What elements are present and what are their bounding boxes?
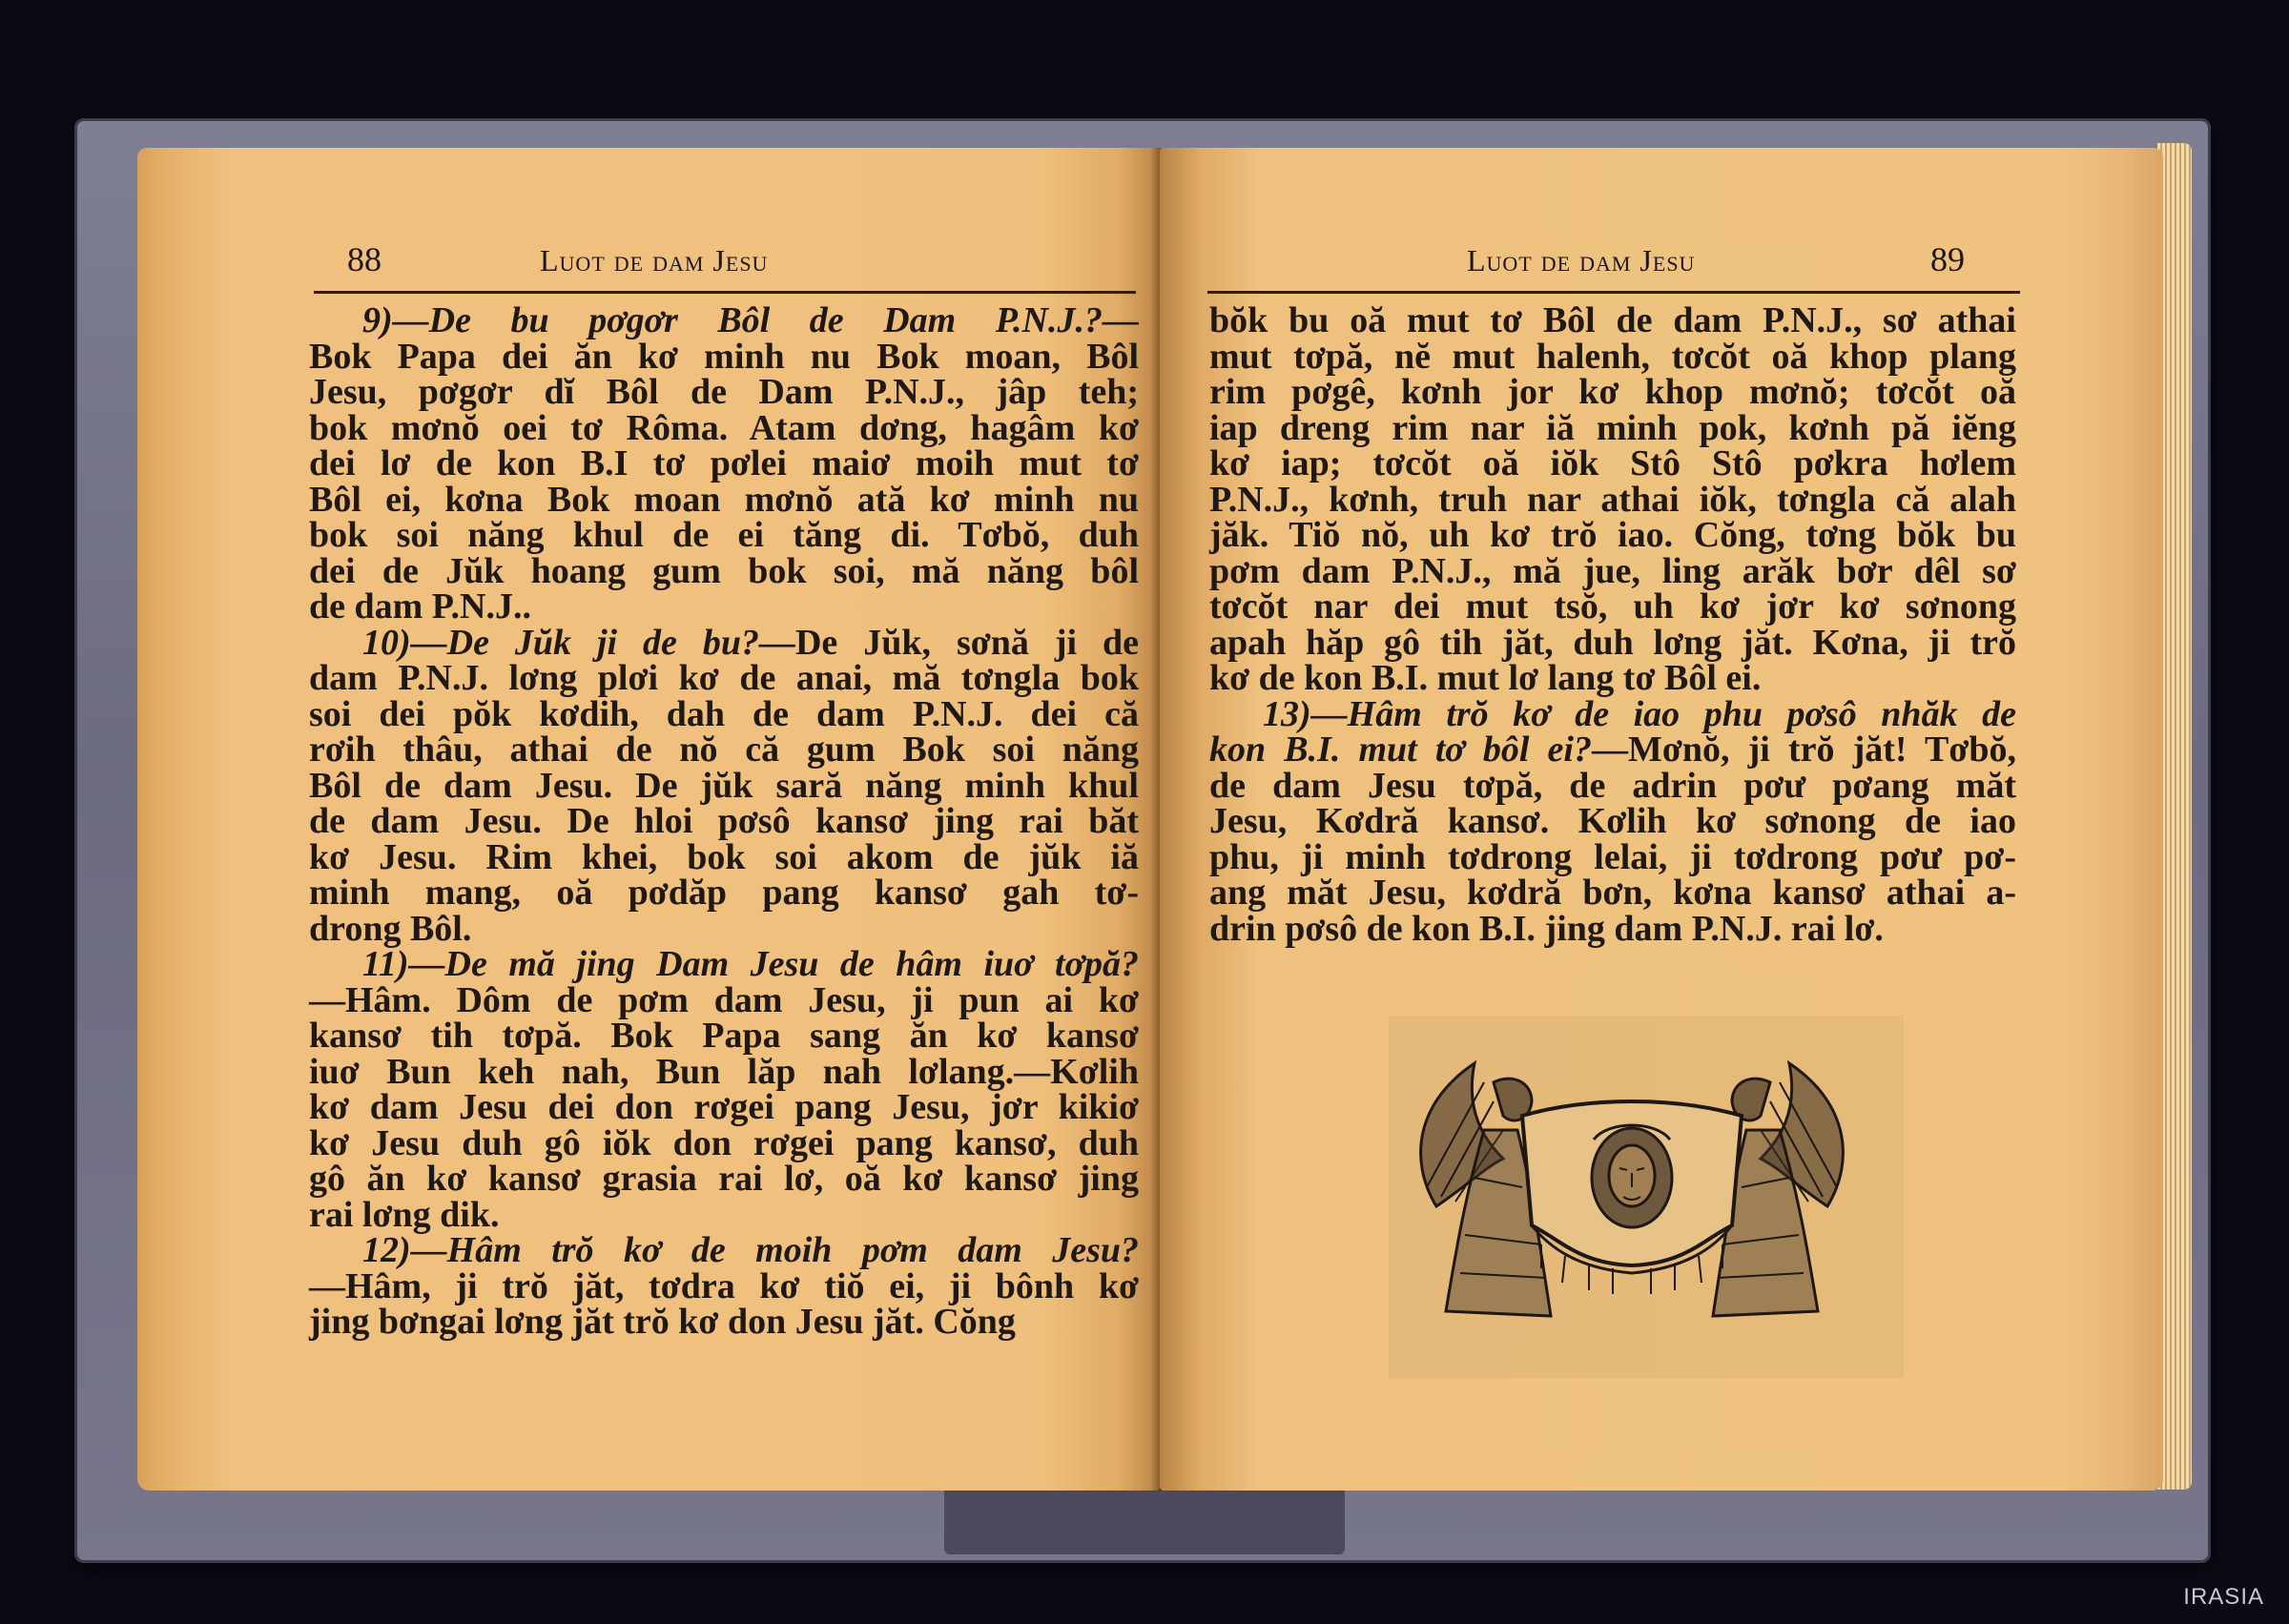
text-line: jăk. Tiŏ nŏ, uh kơ trŏ iao. Cŏng, tơng bŏk bu	[1209, 515, 2016, 555]
right-page-text	[1209, 300, 2017, 949]
left-page-text	[309, 300, 1139, 1342]
running-head: Luot de dam Jesu	[540, 243, 769, 278]
text-line: dam P.N.J. lơng plơi kơ de anai, mă tơngla bok	[309, 658, 1139, 698]
question-13-end: kon B.I. mut tơ bôl ei?	[1209, 730, 1592, 770]
header-rule	[314, 291, 1136, 294]
question-10: 10)—De Jŭk ji de bu?—	[362, 622, 795, 663]
page-number: 89	[1930, 240, 1965, 278]
text-line: P.N.J., kơnh, truh nar athai iŏk, tơngla că alah	[1209, 479, 2016, 520]
angels-veronica-veil-engraving	[1398, 1044, 1866, 1330]
page-number: 88	[347, 240, 382, 278]
text-line: Bôl ei, kơna Bok moan mơnŏ ată kơ minh nu	[309, 479, 1139, 520]
question-10-line	[309, 622, 1139, 663]
text-line: jing bơngai lơng jăt trŏ kơ don Jesu jăt. Cŏng	[309, 1302, 1016, 1342]
text-line: drong Bôl.	[309, 908, 472, 949]
text-line: kansơ tih tơpă. Bok Papa sang ăn kơ kansơ	[309, 1016, 1139, 1056]
header-rule	[1207, 291, 2020, 294]
right-page	[1160, 148, 2163, 1490]
text-line: Bôl de dam Jesu. De jŭk sară năng minh khul	[309, 765, 1139, 806]
text-line: kơ Jesu. Rim khei, bok soi akom de jŭk iă	[309, 836, 1139, 877]
text-line: —Hâm. Dôm de pơm dam Jesu, ji pun ai kơ	[309, 979, 1139, 1020]
text-line: De Jŭk, sơnă ji de	[794, 622, 1139, 663]
text-line: —Hâm, ji trŏ jăt, tơdra kơ tiŏ ei, ji bônh kơ	[309, 1265, 1139, 1306]
text-line: Bok Papa dei ăn kơ minh nu Bok moan, Bôl	[309, 336, 1139, 377]
cover-spine-edge	[944, 1488, 1345, 1554]
question-9: 9)—De bu pơgơr Bôl de Dam P.N.J.?—	[362, 300, 1139, 340]
text-line: iuơ Bun keh nah, Bun lăp nah lơlang.—Kơlih	[309, 1051, 1139, 1092]
text-line: rai lơng dik.	[309, 1194, 500, 1235]
text-line: Jesu, Kơdră kansơ. Kơlih kơ sơnong de iao	[1209, 801, 2016, 841]
watermark: IRASIA	[2183, 1584, 2264, 1610]
text-line: dei de Jŭk hoang gum bok soi, mă năng bôl	[309, 550, 1139, 591]
text-line: bŏk bu oă mut tơ Bôl de dam P.N.J., sơ athai	[1209, 300, 2016, 340]
text-line: rim pơgê, kơnh jor kơ khop mơnŏ; tơcŏt oă	[1209, 372, 2016, 412]
text-line: dei lơ de kon B.I tơ pơlei maiơ moih mut tơ	[309, 443, 1139, 483]
left-page	[137, 148, 1160, 1490]
text-line: iap dreng rim nar iă minh pok, kơnh pă iĕng	[1209, 407, 2016, 448]
question-13: 13)—Hâm trŏ kơ de iao phu pơsô nhăk de	[1263, 693, 2016, 734]
text-line: apah hăp gô tih jăt, duh lơng jăt. Kơna, ji trŏ	[1209, 622, 2016, 663]
text-line: de dam P.N.J..	[309, 586, 531, 627]
text-line: ang măt Jesu, kơdră bơn, kơna kansơ athai a-	[1209, 873, 2016, 913]
text-line: bok soi năng khul de ei tăng di. Tơbŏ, duh	[309, 515, 1139, 555]
text-line: phu, ji minh tơdrong lelai, ji tơdrong pơư pơ-	[1209, 836, 2016, 877]
text-line: pơm dam P.N.J., mă jue, ling arăk bơr dêl sơ	[1209, 550, 2016, 591]
text-line: de dam Jesu tơpă, de adrin pơư pơang măt	[1209, 765, 2016, 806]
text-line: kơ iap; tơcŏt oă iŏk Stô Stô pơkra hơlem	[1209, 443, 2016, 483]
text-line: Jesu, pơgơr dĭ Bôl de Dam P.N.J., jâp teh;	[309, 372, 1139, 412]
text-line: —Mơnŏ, ji trŏ jăt! Tơbŏ,	[1592, 730, 2017, 770]
text-line: drin pơsô de kon B.I. jing dam P.N.J. rai lơ.	[1209, 908, 1884, 949]
text-line: kơ de kon B.I. mut lơ lang tơ Bôl ei.	[1209, 658, 1762, 698]
text-line: kơ Jesu duh gô iŏk don rơgei pang kansơ, duh	[309, 1122, 1139, 1163]
question-11: 11)—De mă jing Dam Jesu de hâm iuơ tơpă?	[362, 944, 1139, 984]
text-line: de dam Jesu. De hloi pơsô kansơ jing rai băt	[309, 801, 1139, 841]
text-line: soi dei pŏk kơdih, dah de dam P.N.J. dei că	[309, 693, 1139, 734]
text-line: tơcŏt nar dei mut tsŏ, uh kơ jơr kơ sơnong	[1209, 586, 2016, 627]
question-12: 12)—Hâm trŏ kơ de moih pơm dam Jesu?	[362, 1230, 1139, 1270]
text-line: bok mơnŏ oei tơ Rôma. Atam dơng, hagâm kơ	[309, 407, 1139, 448]
text-line: kơ dam Jesu dei don rơgei pang Jesu, jơr kikiơ	[309, 1087, 1139, 1127]
text-line: rơih thâu, athai de nŏ că gum Bok soi năng	[309, 730, 1139, 770]
text-line: minh mang, oă pơdăp pang kansơ gah tơ-	[309, 873, 1139, 913]
text-line: gô ăn kơ kansơ grasia rai lơ, oă kơ kansơ jing	[309, 1159, 1139, 1199]
question-13-line	[1209, 732, 2016, 769]
text-line: mut tơpă, nĕ mut halenh, tơcŏt oă khop plang	[1209, 336, 2016, 377]
running-head: Luot de dam Jesu	[1467, 243, 1696, 278]
